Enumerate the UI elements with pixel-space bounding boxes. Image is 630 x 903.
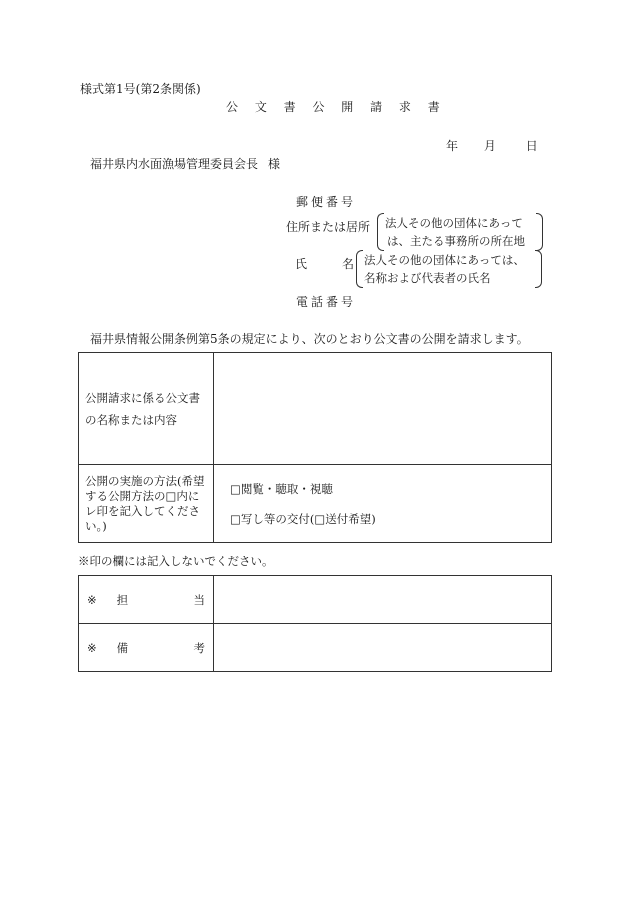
document-label-line2: の名称または内容 [85,412,177,427]
name-label-char-1: 氏 [295,257,308,271]
request-table [78,352,552,543]
method-label: 公開の実施の方法(希望する公開方法の□内にレ印を記入してください。) [85,473,205,533]
phone-label: 電話番号 [296,295,357,309]
name-note-bracket [356,250,542,288]
name-label-char-2: 名 [342,257,355,271]
method-label-cell [79,465,214,543]
address-note-line1: 法人その他の団体にあって [385,216,523,230]
remarks-field [214,624,552,672]
postal-code-label: 郵便番号 [296,195,357,209]
date-month-label: 月 [483,139,496,153]
page-title: 公 文 書 公 開 請 求 書 [226,100,447,114]
date-year-label: 年 [446,139,459,153]
document-label-cell [79,353,214,465]
office-use-table [78,575,552,672]
remarks-label-cell [79,624,214,672]
addressee [90,155,280,172]
remarks-label-char-1: 備 [116,640,129,655]
office-mark: ※ [87,640,97,655]
document-content-field[interactable] [214,353,552,465]
date-day-label: 日 [525,139,538,153]
request-statement: 福井県情報公開条例第5条の規定により、次のとおり公文書の公開を請求します。 [90,332,529,346]
name-note-line1: 法人その他の団体にあっては、 [364,253,525,267]
date-row [446,137,538,154]
form-number: 様式第1号(第2条関係) [80,82,201,96]
method-options-cell [214,465,552,543]
staff-label-char-2: 当 [193,592,205,607]
office-use-note: ※印の欄には記入しないでください。 [78,554,274,568]
address-note-bracket [377,213,543,251]
address-label: 住所または居所 [286,220,371,234]
document-row [79,353,552,465]
name-note-line2: 名称および代表者の氏名 [364,271,491,285]
method-option-copy-delivery[interactable]: □写し等の交付(□送付希望) [230,511,376,526]
method-row [79,465,552,543]
office-mark: ※ [87,592,97,607]
addressee-honorific: 様 [268,157,281,171]
staff-label-cell [79,576,214,624]
staff-label-char-1: 担 [116,592,129,607]
remarks-label-char-2: 考 [193,640,205,655]
staff-row [79,576,552,624]
remarks-row [79,624,552,672]
method-option-viewing[interactable]: □閲覧・聴取・視聴 [230,481,333,496]
document-label-line1: 公開請求に係る公文書 [85,390,200,405]
address-note-line2: は、主たる事務所の所在地 [387,234,525,248]
addressee-name: 福井県内水面漁場管理委員会長 [90,157,259,171]
staff-field [214,576,552,624]
